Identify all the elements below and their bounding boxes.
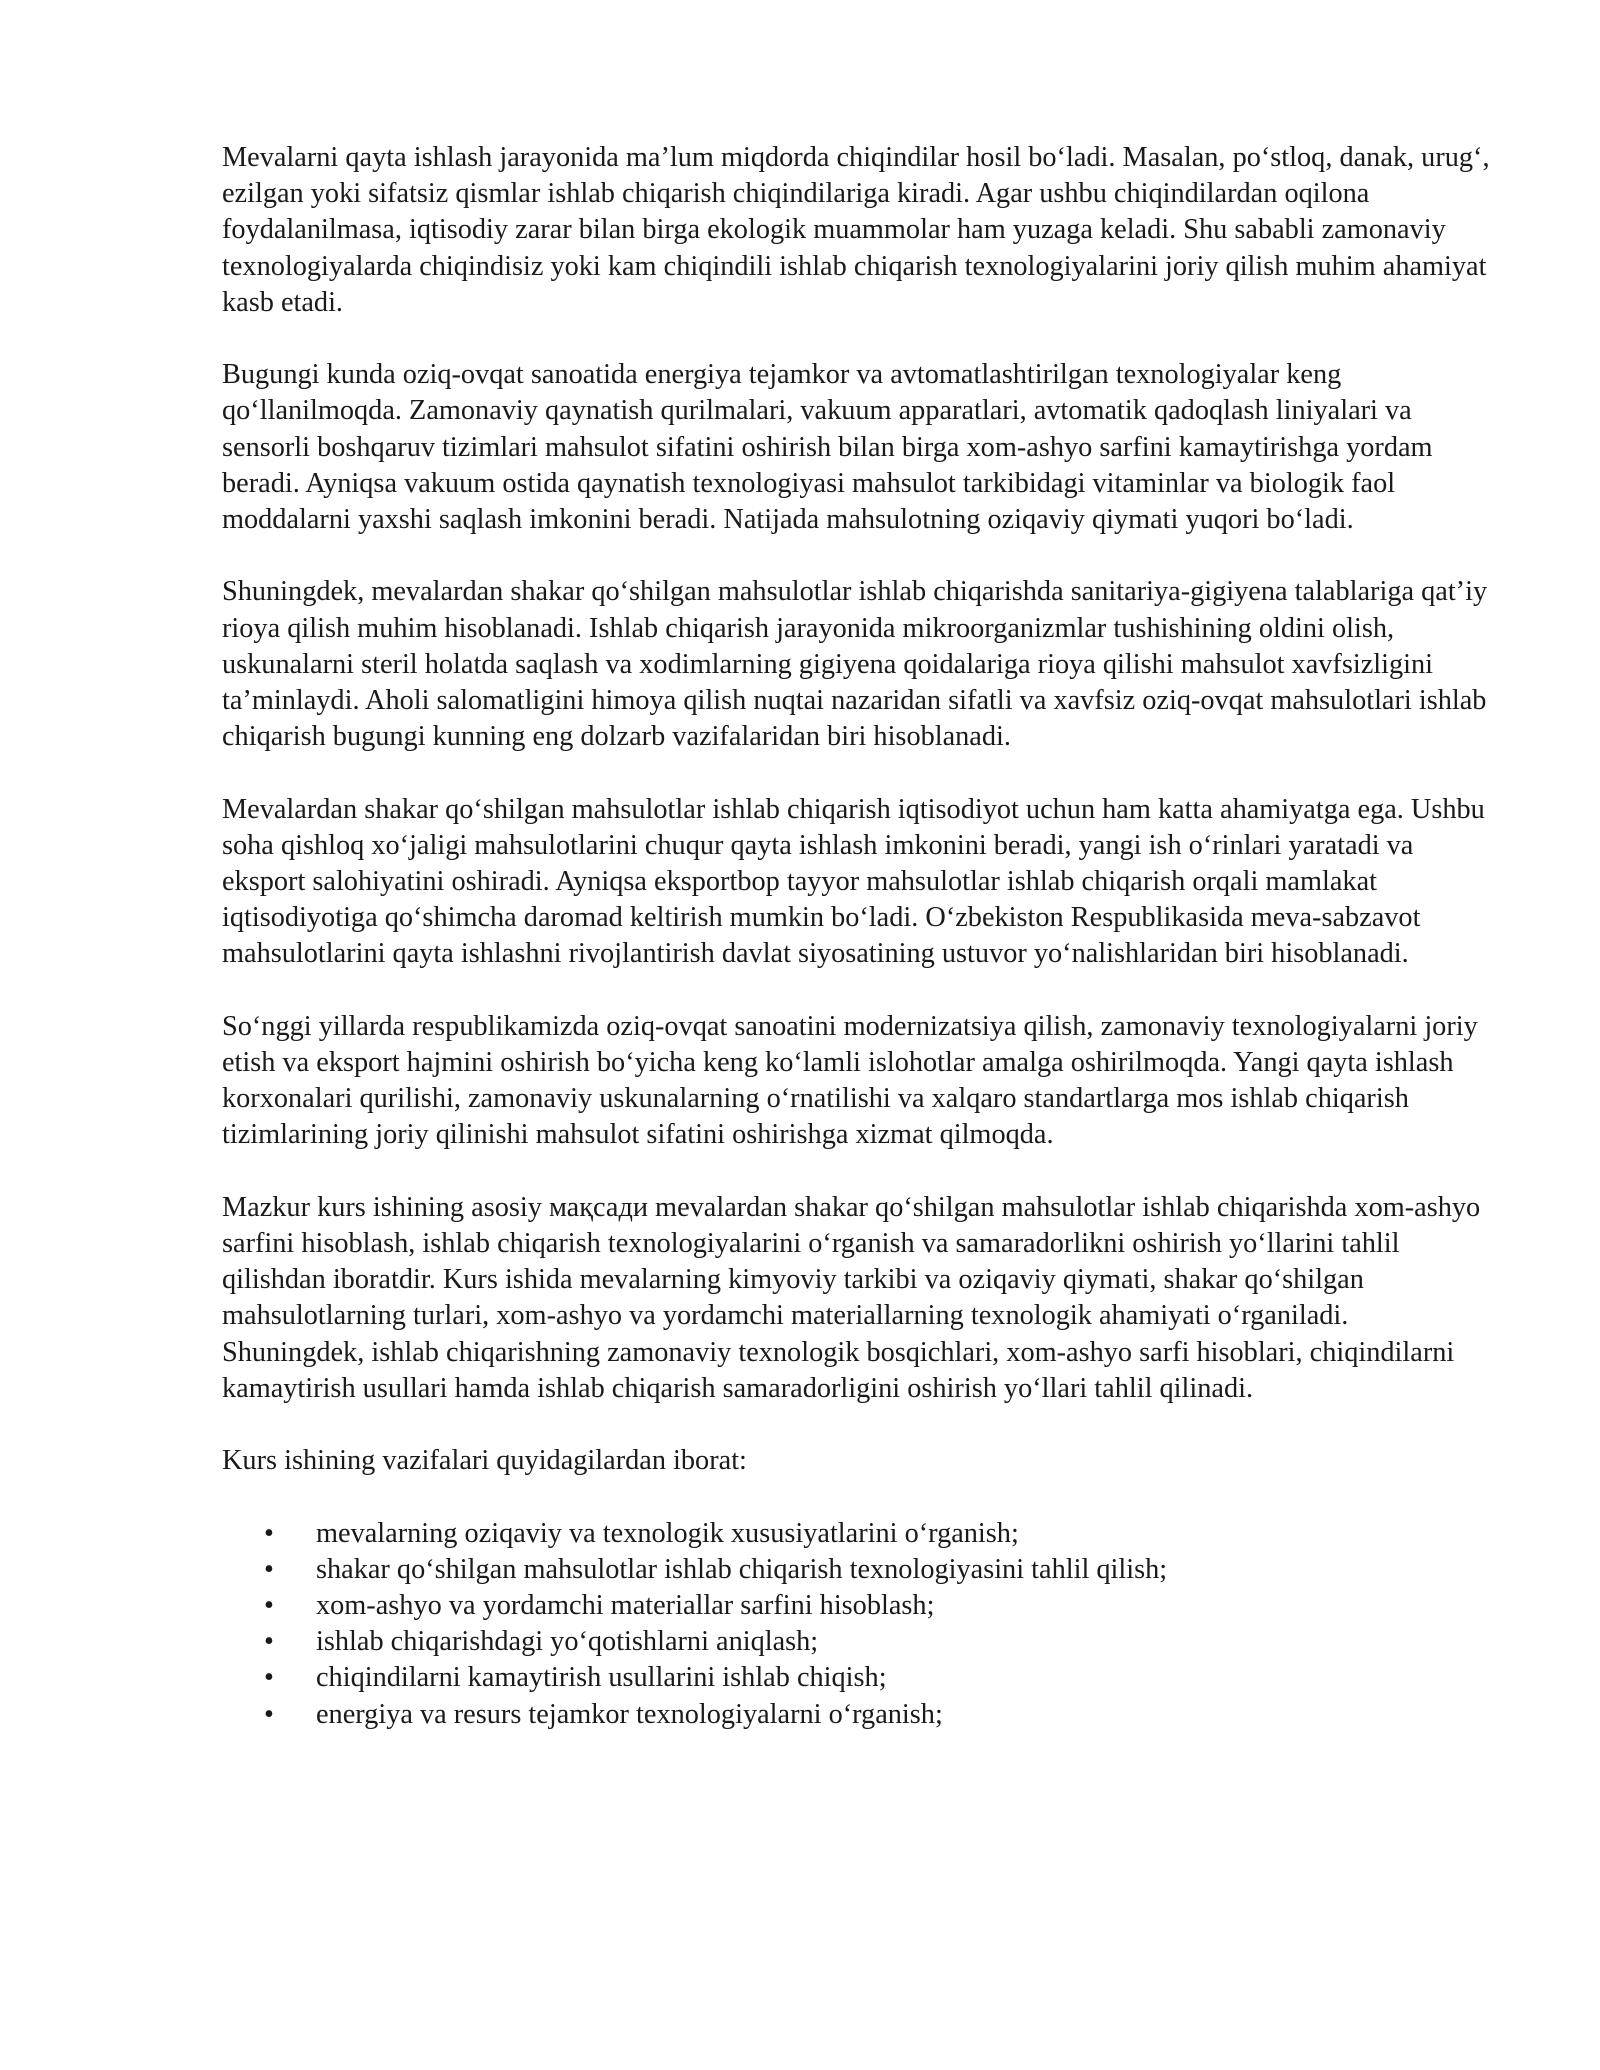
list-item-text: energiya va resurs tejamkor texnologiyalarni oʻrganish;	[316, 1698, 943, 1730]
paragraph-course-goal: Mazkur kurs ishining asosiy мақсади mevalardan shakar qoʻshilgan mahsulotlar ishlab chiqarishda xom-ashyo sarfini hisoblash, ishlab chiqarish texnologiyalarini oʻrganish va samaradorlikni oshirish yoʻllarini tahlil qilishdan iboratdir. Kurs ishida mevalarning kimyoviy tarkibi va oziqaviy qiymati, shakar qoʻshilgan mahsulotlarning turlari, xom-ashyo va yordamchi materiallarning texnologik ahamiyati oʻrganiladi. Shuningdek, ishlab chiqarishning zamonaviy texnologik bosqichlari, xom-ashyo sarfi hisoblari, chiqindilarni kamaytirish usullari hamda ishlab chiqarish samaradorligini oshirish yoʻllari tahlil qilinadi.	[222, 1191, 1481, 1404]
bullet-icon: •	[264, 1698, 274, 1730]
paragraph-sanitation: Shuningdek, mevalardan shakar qoʻshilgan mahsulotlar ishlab chiqarishda sanitariya-gigiyena talablariga qatʼiy rioya qilish muhim hisoblanadi. Ishlab chiqarish jarayonida mikroorganizmlar tushishining oldini olish, uskunalarni steril holatda saqlash va xodimlarning gigiyena qoidalariga rioya qilishi mahsulot xavfsizligini taʼminlaydi. Aholi salomatligini himoya qilish nuqtai nazaridan sifatli va xavfsiz oziq-ovqat mahsulotlari ishlab chiqarish bugungi kunning eng dolzarb vazifalaridan biri hisoblanadi.	[222, 576, 1488, 753]
list-item	[222, 1516, 1492, 1552]
list-item	[222, 1588, 1492, 1624]
paragraph-tasks-intro: Kurs ishining vazifalari quyidagilardan iborat:	[222, 1445, 747, 1477]
paragraph-economy: Mevalardan shakar qoʻshilgan mahsulotlar ishlab chiqarish iqtisodiyot uchun ham katta ahamiyatga ega. Ushbu soha qishloq xoʻjaligi mahsulotlarini chuqur qayta ishlash imkonini beradi, yangi ish oʻrinlari yaratadi va eksport salohiyatini oshiradi. Ayniqsa eksportbop tayyor mahsulotlar ishlab chiqarish orqali mamlakat iqtisodiyotiga qoʻshimcha daromad keltirish mumkin boʻladi. Oʻzbekiston Respublikasida meva-sabzavot mahsulotlarini qayta ishlashni rivojlantirish davlat siyosatining ustuvor yoʻnalishlaridan biri hisoblanadi.	[222, 793, 1485, 970]
bullet-icon: •	[264, 1553, 274, 1585]
list-item-text: xom-ashyo va yordamchi materiallar sarfini hisoblash;	[316, 1590, 935, 1622]
list-item-text: chiqindilarni kamaytirish usullarini ishlab chiqish;	[316, 1662, 887, 1694]
list-item	[222, 1660, 1492, 1696]
bullet-icon: •	[264, 1517, 274, 1549]
document-page	[222, 140, 1492, 1733]
list-item	[222, 1624, 1492, 1660]
list-item-text: mevalarning oziqaviy va texnologik xususiyatlarini oʻrganish;	[316, 1517, 1019, 1549]
list-item-text: shakar qoʻshilgan mahsulotlar ishlab chiqarish texnologiyasini tahlil qilish;	[316, 1553, 1168, 1585]
paragraph-technologies: Bugungi kunda oziq-ovqat sanoatida energiya tejamkor va avtomatlashtirilgan texnologiyalar keng qoʻllanilmoqda. Zamonaviy qaynatish qurilmalari, vakuum apparatlari, avtomatik qadoqlash liniyalari va sensorli boshqaruv tizimlari mahsulot sifatini oshirish bilan birga xom-ashyo sarfini kamaytirishga yordam beradi. Ayniqsa vakuum ostida qaynatish texnologiyasi mahsulot tarkibidagi vitaminlar va biologik faol moddalarni yaxshi saqlash imkonini beradi. Natijada mahsulotning oziqaviy qiymati yuqori boʻladi.	[222, 359, 1433, 536]
paragraph-waste: Mevalarni qayta ishlash jarayonida maʼlum miqdorda chiqindilar hosil boʻladi. Masalan, poʻstloq, danak, urugʻ, ezilgan yoki sifatsiz qismlar ishlab chiqarish chiqindilariga kiradi. Agar ushbu chiqindilardan oqilona foydalanilmasa, iqtisodiy zarar bilan birga ekologik muammolar ham yuzaga keladi. Shu sababli zamonaviy texnologiyalarda chiqindisiz yoki kam chiqindili ishlab chiqarish texnologiyalarini joriy qilish muhim ahamiyat kasb etadi.	[222, 142, 1490, 318]
list-item	[222, 1552, 1492, 1588]
paragraph-reforms: Soʻnggi yillarda respublikamizda oziq-ovqat sanoatini modernizatsiya qilish, zamonaviy texnologiyalarni joriy etish va eksport hajmini oshirish boʻyicha keng koʻlamli islohotlar amalga oshirilmoqda. Yangi qayta ishlash korxonalari qurilishi, zamonaviy uskunalarning oʻrnatilishi va xalqaro standartlarga mos ishlab chiqarish tizimlarining joriy qilinishi mahsulot sifatini oshirishga xizmat qilmoqda.	[222, 1010, 1478, 1151]
tasks-list	[222, 1516, 1492, 1733]
list-item-text: ishlab chiqarishdagi yoʻqotishlarni aniqlash;	[316, 1626, 819, 1658]
list-item	[222, 1697, 1492, 1733]
bullet-icon: •	[264, 1662, 274, 1694]
bullet-icon: •	[264, 1590, 274, 1622]
bullet-icon: •	[264, 1626, 274, 1658]
